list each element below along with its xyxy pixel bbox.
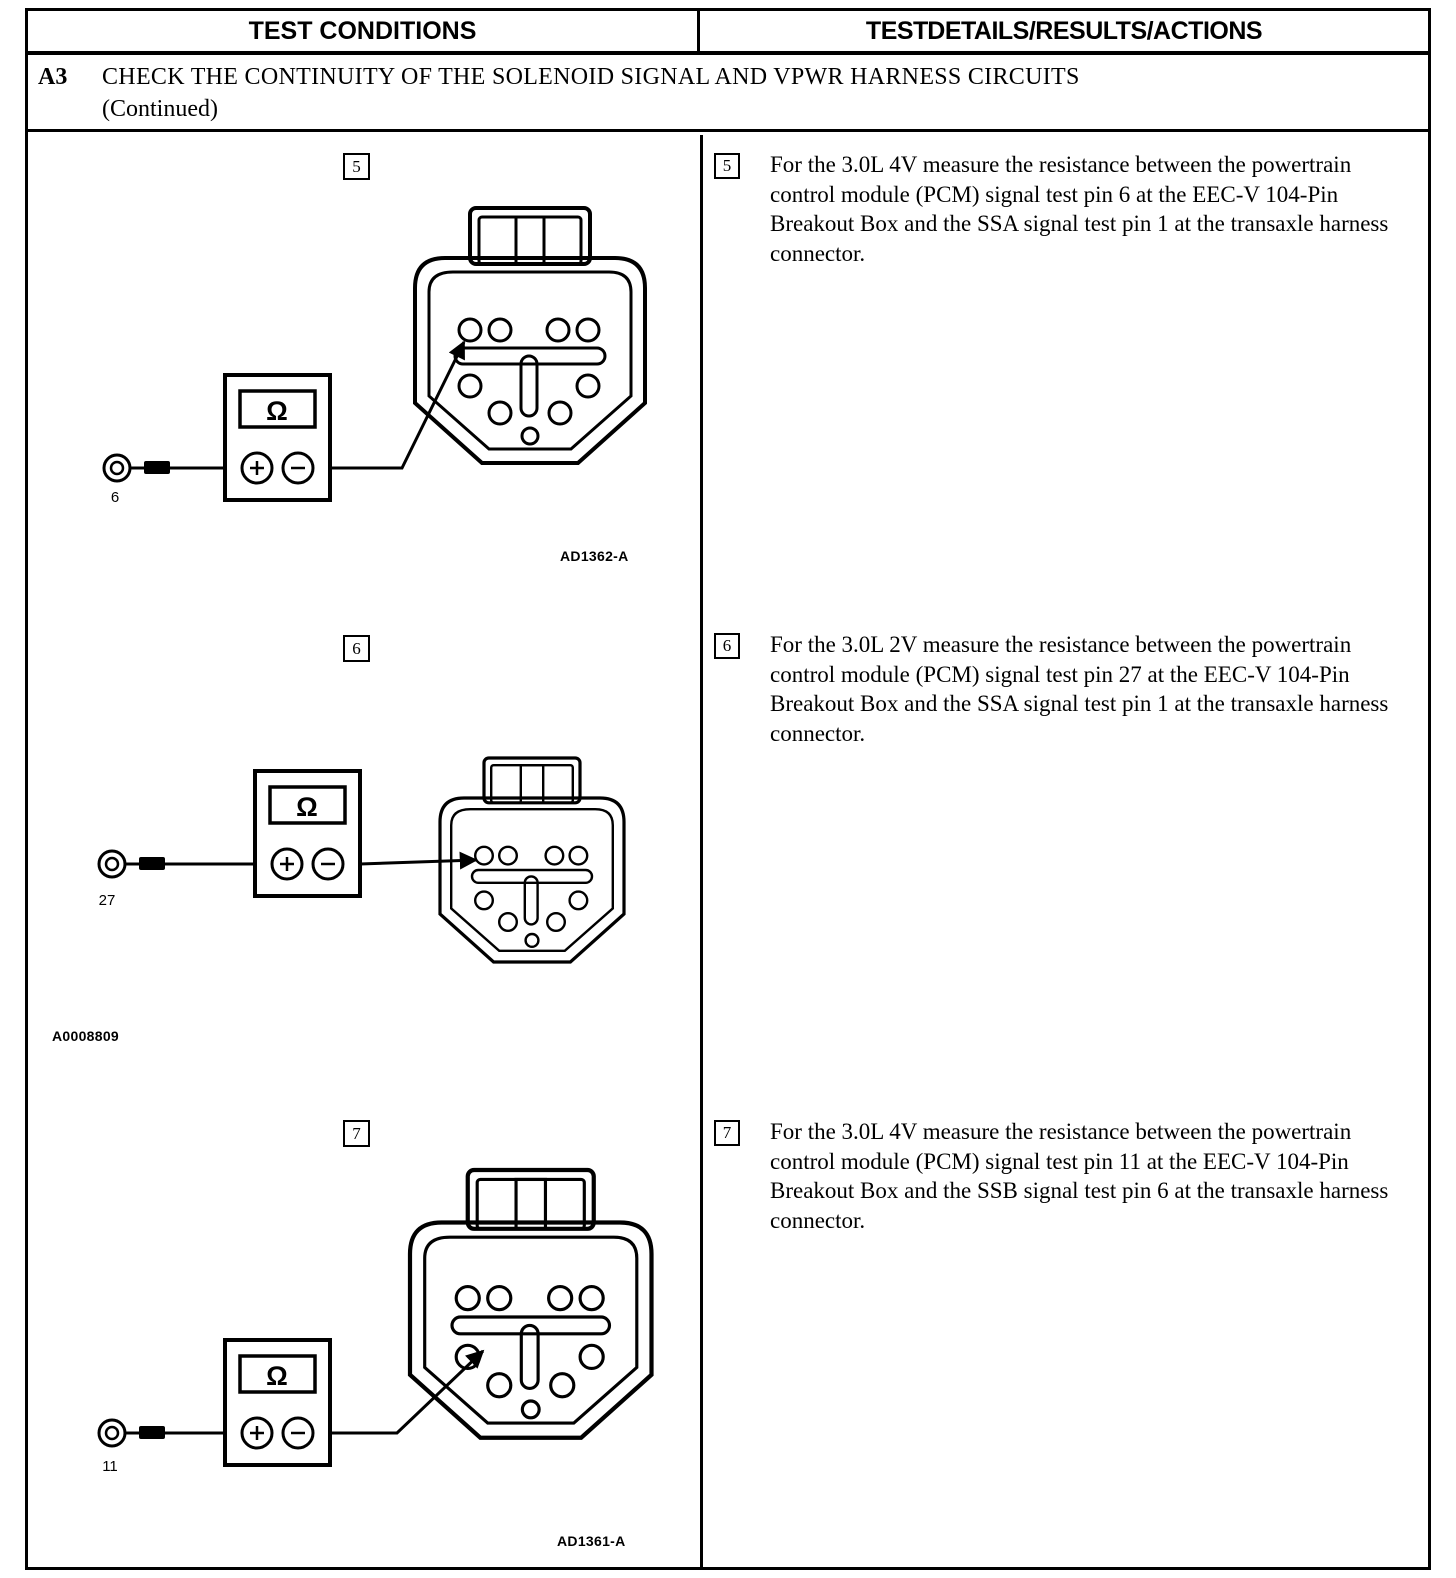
figure-label: AD1362-A	[560, 548, 629, 564]
column-divider	[700, 135, 703, 1567]
ring-terminal-icon	[104, 455, 130, 481]
step-5-number: 5	[722, 156, 732, 175]
instruction-step-6	[714, 630, 1415, 748]
probe-plug-icon	[139, 857, 165, 870]
pin-label: 6	[110, 489, 120, 506]
step-7-text: For the 3.0L 4V measure the resistance between the powertrain control module (PCM) signal test pin 11 at the EEC-V 104-Pin Breakout Box and the SSB signal test pin 6 at the transaxle harness connector.	[770, 1119, 1389, 1233]
table-body	[28, 135, 1428, 1567]
probe-plug-icon	[139, 1426, 165, 1439]
instruction-step-5	[714, 150, 1415, 268]
harness-connector-icon	[410, 1170, 652, 1438]
diagram-step-5	[60, 195, 680, 545]
step-7-box-left	[343, 1120, 370, 1147]
probe-plug-icon	[144, 461, 170, 474]
test-lead-to-pin	[330, 342, 464, 468]
step-7-number: 7	[352, 1123, 361, 1143]
step-5-box-right	[714, 153, 740, 179]
pin-label: 27	[98, 892, 116, 909]
step-5-number: 5	[352, 156, 361, 176]
ohmmeter-icon	[225, 1340, 330, 1465]
header-test-conditions: TEST CONDITIONS	[28, 11, 700, 51]
diagram-step-7	[55, 1165, 665, 1510]
step-6-box-right	[714, 633, 740, 659]
pinpoint-test-table	[25, 8, 1431, 1570]
step-7-box-right	[714, 1120, 740, 1146]
test-lead-to-pin	[360, 860, 476, 864]
section-id: A3	[38, 64, 68, 90]
pin-label: 11	[102, 1458, 118, 1475]
section-title: CHECK THE CONTINUITY OF THE SOLENOID SIGNAL AND VPWR HARNESS CIRCUITS	[102, 64, 1080, 90]
ohm-symbol: Ω	[266, 396, 288, 426]
diagram-step-6	[55, 755, 650, 990]
step-5-text: For the 3.0L 4V measure the resistance between the powertrain control module (PCM) signal test pin 6 at the EEC-V 104-Pin Breakout Box and the SSA signal test pin 1 at the transaxle harness connector.	[770, 152, 1389, 266]
harness-connector-icon	[415, 208, 645, 463]
step-6-number: 6	[722, 636, 732, 655]
instruction-step-7	[714, 1117, 1415, 1235]
ohm-symbol: Ω	[266, 1361, 288, 1391]
ring-terminal-icon	[99, 851, 125, 877]
ohmmeter-icon	[225, 375, 330, 500]
figure-label: AD1361-A	[557, 1533, 626, 1549]
section-continued: (Continued)	[102, 96, 218, 122]
step-6-box-left	[343, 635, 370, 662]
step-6-number: 6	[352, 638, 361, 658]
table-header-row	[28, 11, 1428, 55]
step-7-number: 7	[722, 1123, 732, 1142]
header-test-details: TEST DETAILS/RESULTS/ACTIONS	[865, 16, 1263, 45]
ohm-symbol: Ω	[296, 792, 318, 822]
step-5-box-left	[343, 153, 370, 180]
ring-terminal-icon	[99, 1420, 125, 1446]
figure-label: A0008809	[52, 1028, 120, 1044]
section-row	[28, 59, 1428, 132]
step-6-text: For the 3.0L 2V measure the resistance between the powertrain control module (PCM) signal test pin 27 at the EEC-V 104-Pin Breakout Box and the SSA signal test pin 1 at the transaxle harness connector.	[770, 632, 1389, 746]
ohmmeter-icon	[255, 771, 360, 896]
